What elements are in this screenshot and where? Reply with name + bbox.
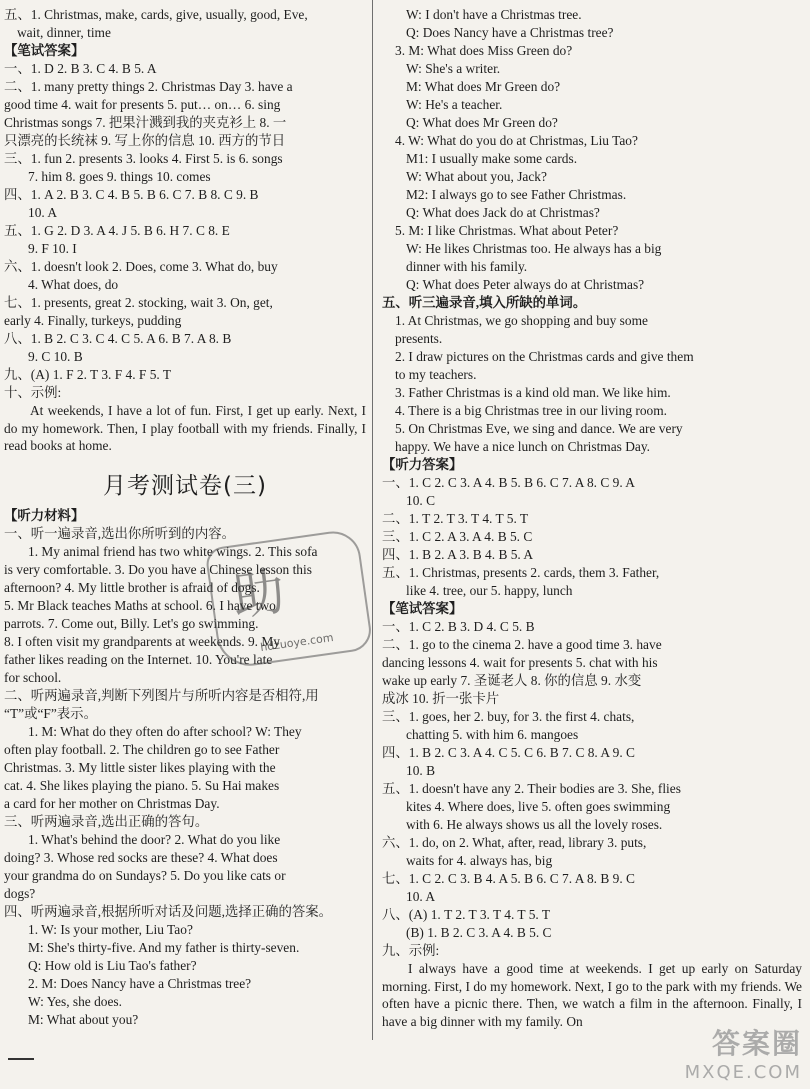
section-5-answers <box>4 6 366 42</box>
material-line: 2. M: Does Nancy have a Christmas tree? <box>28 975 252 991</box>
answer-line: 10. A <box>406 889 436 904</box>
dialog-line: M2: I always go to see Father Christmas. <box>406 187 627 202</box>
fill-in-heading: 五、听三遍录音,填入所缺的单词。 <box>382 295 587 310</box>
answer-line: 六、1. do, on 2. What, after, read, library 3. puts, <box>382 835 647 850</box>
watermark-url: MXQE.COM <box>684 1062 802 1083</box>
answer-line: 三、1. fun 2. presents 3. looks 4. First 5. is 6. songs <box>4 151 283 166</box>
answer-line: 10. C <box>406 493 436 508</box>
watermark-logo-text: 答案圈 <box>711 1027 802 1060</box>
fill-line: 1. At Christmas, we go shopping and buy some <box>395 313 648 328</box>
left-column <box>4 6 366 1029</box>
fill-line: 4. There is a big Christmas tree in our living room. <box>395 403 667 418</box>
dialog-line: W: What about you, Jack? <box>406 169 547 184</box>
answer-line: 九、(A) 1. F 2. T 3. F 4. F 5. T <box>4 367 172 382</box>
material-line: “T”或“F”表示。 <box>4 705 97 721</box>
answer-line: waits for 4. always has, big <box>406 853 553 868</box>
answer-line: 只漂亮的长统袜 9. 写上你的信息 10. 西方的节日 <box>4 133 286 148</box>
material-line: is very comfortable. 3. Do you have a Chinese lesson this <box>4 561 312 577</box>
dialog-block <box>382 6 802 294</box>
listening-answers-heading: 【听力答案】 <box>382 457 463 472</box>
answer-line: 4. What does, do <box>28 277 119 292</box>
answer-line: 一、1. C 2. B 3. D 4. C 5. B <box>382 619 535 634</box>
material-line: cat. 4. She likes playing the piano. 5. Su Hai makes <box>4 777 280 793</box>
site-watermark <box>685 1022 802 1083</box>
answer-line: 五、1. doesn't have any 2. Their bodies are 3. She, flies <box>382 781 681 796</box>
dialog-line: W: He likes Christmas too. He always has a big <box>406 241 662 256</box>
answer-line: dancing lessons 4. wait for presents 5. chat with his <box>382 655 658 670</box>
material-line: 1. What's behind the door? 2. What do you like <box>28 831 281 847</box>
material-line: 二、听两遍录音,判断下列图片与所听内容是否相符,用 <box>4 687 319 703</box>
answer-line: early 4. Finally, turkeys, pudding <box>4 313 182 328</box>
answer-line: 六、1. doesn't look 2. Does, come 3. What do, buy <box>4 259 278 274</box>
dialog-line: W: I don't have a Christmas tree. <box>406 7 582 22</box>
dialog-line: Q: What does Jack do at Christmas? <box>406 205 600 220</box>
answer-line: wait, dinner, time <box>17 25 111 40</box>
material-line: for school. <box>4 669 62 685</box>
material-line: afternoon? 4. My little brother is afraid of dogs. <box>4 579 260 595</box>
answer-line: 一、1. D 2. B 3. C 4. B 5. A <box>4 61 157 76</box>
answer-line: (B) 1. B 2. C 3. A 4. B 5. C <box>406 925 552 940</box>
answer-line: good time 4. wait for presents 5. put… on… 6. sing <box>4 97 281 112</box>
written-answers-block <box>382 618 802 960</box>
material-line: a card for her mother on Christmas Day. <box>4 795 220 811</box>
answer-line: 十、示例: <box>4 385 62 400</box>
answer-line: chatting 5. with him 6. mangoes <box>406 727 579 742</box>
fill-in-block <box>382 312 802 456</box>
material-line: M: She's thirty-five. And my father is thirty-seven. <box>28 939 300 955</box>
written-answers-heading: 【笔试答案】 <box>4 43 85 58</box>
dialog-line: M1: I usually make some cards. <box>406 151 578 166</box>
answer-line: 10. B <box>406 763 436 778</box>
fill-line: 5. On Christmas Eve, we sing and dance. We are very <box>395 421 683 436</box>
material-line: 1. My animal friend has two white wings. 2. This sofa <box>28 543 318 559</box>
answer-line: kites 4. Where does, live 5. often goes swimming <box>406 799 671 814</box>
material-line: 一、听一遍录音,选出你所听到的内容。 <box>4 525 235 541</box>
material-line: often play football. 2. The children go to see Father <box>4 741 280 757</box>
fill-line: presents. <box>395 331 443 346</box>
stamp-url: hdzuoye.com <box>259 630 335 655</box>
answer-line: 一、1. C 2. C 3. A 4. B 5. B 6. C 7. A 8. C 9. A <box>382 475 635 490</box>
answer-line: 五、1. Christmas, make, cards, give, usually, good, Eve, <box>4 7 308 22</box>
answer-line: 二、1. T 2. T 3. T 4. T 5. T <box>382 511 529 526</box>
material-line: 1. M: What do they often do after school? W: They <box>28 723 302 739</box>
answer-line: 八、1. B 2. C 3. C 4. C 5. A 6. B 7. A 8. B <box>4 331 232 346</box>
answer-line: 二、1. many pretty things 2. Christmas Day 3. have a <box>4 79 293 94</box>
material-line: M: What about you? <box>28 1011 139 1027</box>
material-line: 四、听两遍录音,根据所听对话及问题,选择正确的答案。 <box>4 903 333 919</box>
material-line: Christmas. 3. My little sister likes playing with the <box>4 759 276 775</box>
dialog-line: 5. M: I like Christmas. What about Peter? <box>395 223 619 238</box>
fill-line: to my teachers. <box>395 367 477 382</box>
answer-line: 10. A <box>28 205 58 220</box>
answer-line: 四、1. B 2. C 3. A 4. C 5. C 6. B 7. C 8. A 9. C <box>382 745 635 760</box>
listening-material-heading: 【听力材料】 <box>4 507 85 523</box>
test-title: 月考测试卷(三) <box>103 472 267 499</box>
material-line: 1. W: Is your mother, Liu Tao? <box>28 921 193 937</box>
material-line: 8. I often visit my grandparents at weekends. 9. My <box>4 633 280 649</box>
answer-line: with 6. He always shows us all the lovely roses. <box>406 817 663 832</box>
fill-line: happy. We have a nice lunch on Christmas Day. <box>395 439 651 454</box>
answer-line: 九、示例: <box>382 943 440 958</box>
answer-line: 四、1. A 2. B 3. C 4. B 5. B 6. C 7. B 8. C 9. B <box>4 187 259 202</box>
dialog-line: W: She's a writer. <box>406 61 501 76</box>
material-line: parrots. 7. Come out, Billy. Let's go swimming. <box>4 615 259 631</box>
answer-line: 三、1. goes, her 2. buy, for 3. the first 4. chats, <box>382 709 635 724</box>
material-line: Q: How old is Liu Tao's father? <box>28 957 197 973</box>
listening-answers-block <box>382 474 802 600</box>
dialog-line: Q: What does Mr Green do? <box>406 115 558 130</box>
material-line: father likes reading on the Internet. 10. You're late <box>4 651 273 667</box>
written-answers-heading: 【笔试答案】 <box>382 601 463 616</box>
dialog-line: 4. W: What do you do at Christmas, Liu Tao? <box>395 133 638 148</box>
written-answers-block <box>4 60 366 402</box>
answer-line: 7. him 8. goes 9. things 10. comes <box>28 169 211 184</box>
fill-line: 2. I draw pictures on the Christmas cards and give them <box>395 349 694 364</box>
answer-line: 七、1. C 2. C 3. B 4. A 5. B 6. C 7. A 8. B 9. C <box>382 871 635 886</box>
answer-line: 四、1. B 2. A 3. B 4. B 5. A <box>382 547 534 562</box>
fill-line: 3. Father Christmas is a kind old man. We like him. <box>395 385 671 400</box>
answer-line: 五、1. G 2. D 3. A 4. J 5. B 6. H 7. C 8. E <box>4 223 230 238</box>
answer-line: 七、1. presents, great 2. stocking, wait 3. On, get, <box>4 295 273 310</box>
answer-line: 9. C 10. B <box>28 349 83 364</box>
answer-line: 三、1. C 2. A 3. A 4. B 5. C <box>382 529 533 544</box>
dialog-line: W: He's a teacher. <box>406 97 503 112</box>
dialog-line: Q: What does Peter always do at Christmas? <box>406 277 645 292</box>
material-line: dogs? <box>4 885 36 901</box>
material-line: your grandma do on Sundays? 5. Do you like cats or <box>4 867 286 883</box>
sample-essay: At weekends, I have a lot of fun. First, I get up early. Next, I do my homework. Then, I play football with my friends. Finally, I read books at home. <box>4 403 366 453</box>
stamp-logo-icon: 助 <box>228 561 289 629</box>
dialog-line: dinner with his family. <box>406 259 528 274</box>
dialog-line: 3. M: What does Miss Green do? <box>395 43 573 58</box>
answer-line: wake up early 7. 圣诞老人 8. 你的信息 9. 水变 <box>382 673 642 688</box>
answer-line: 成冰 10. 折一张卡片 <box>382 691 500 706</box>
answer-line: 五、1. Christmas, presents 2. cards, them 3. Father, <box>382 565 660 580</box>
page-footer-rule <box>8 1058 34 1060</box>
sample-essay: I always have a good time at weekends. I get up early on Saturday morning. First, I do my homework. Next, I go to the park with my friends. We often have a picnic there. Then, we watch a film in the afternoon. Finally, I have a big dinner with my family. On <box>382 961 802 1029</box>
material-line: W: Yes, she does. <box>28 993 122 1009</box>
answer-line: 9. F 10. I <box>28 241 77 256</box>
material-line: 三、听两遍录音,选出正确的答句。 <box>4 813 209 829</box>
material-line: 5. Mr Black teaches Maths at school. 6. I have two <box>4 597 276 613</box>
answer-line: Christmas songs 7. 把果汁溅到我的夹克衫上 8. 一 <box>4 115 287 130</box>
column-divider <box>372 0 373 1040</box>
answer-line: 二、1. go to the cinema 2. have a good time 3. have <box>382 637 662 652</box>
material-line: doing? 3. Whose red socks are these? 4. What does <box>4 849 278 865</box>
right-column <box>382 6 802 1030</box>
dialog-line: Q: Does Nancy have a Christmas tree? <box>406 25 614 40</box>
answer-line: 八、(A) 1. T 2. T 3. T 4. T 5. T <box>382 907 551 922</box>
dialog-line: M: What does Mr Green do? <box>406 79 561 94</box>
answer-line: like 4. tree, our 5. happy, lunch <box>406 583 573 598</box>
